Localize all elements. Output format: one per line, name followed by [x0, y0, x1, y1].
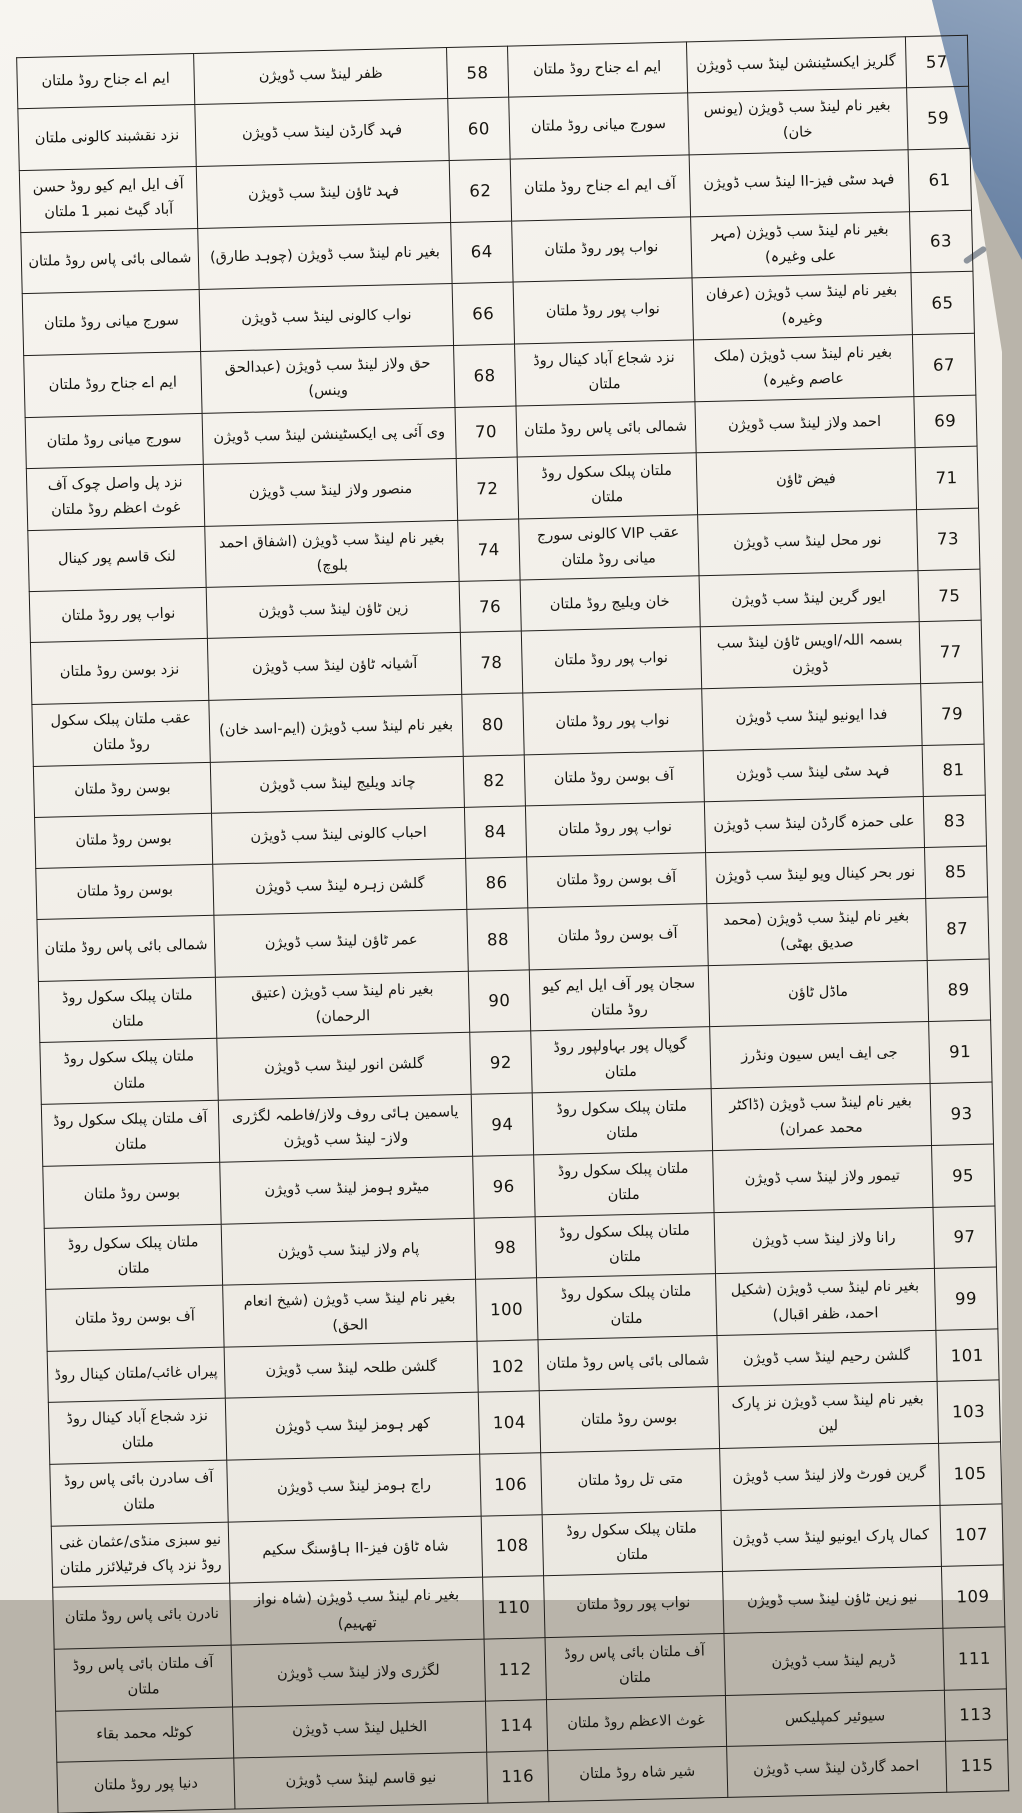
- right-location: نواب پور روڈ ملتان: [513, 278, 693, 344]
- left-division-name: بغیر نام لینڈ سب ڈویژن (چوہد طارق): [198, 222, 453, 290]
- right-serial-number: 61: [908, 148, 972, 211]
- divisions-table-body: [17, 35, 1009, 1813]
- left-serial-number: 94: [471, 1093, 533, 1156]
- left-serial-number: 70: [455, 406, 516, 458]
- right-location: بوسن روڈ ملتان: [539, 1387, 719, 1453]
- left-serial-number: 60: [448, 97, 510, 160]
- right-location: شیر شاہ روڈ ملتان: [547, 1746, 727, 1801]
- right-serial-number: 65: [911, 271, 975, 334]
- right-division-name: ایور گرین لینڈ سب ڈویژن: [699, 571, 919, 627]
- right-location: آف ملتان بائی پاس روڈ ملتان: [545, 1633, 725, 1699]
- left-division-name: فہد گارڈن لینڈ سب ڈویژن: [195, 99, 450, 167]
- right-serial-number: 73: [916, 508, 980, 571]
- right-serial-number: 89: [927, 959, 991, 1022]
- right-serial-number: 103: [937, 1380, 1001, 1443]
- register-table-wrapper: [16, 35, 1009, 1813]
- left-serial-number: 102: [477, 1340, 538, 1392]
- left-division-name: زین ٹاؤن لینڈ سب ڈویژن: [206, 582, 460, 639]
- left-location: سورج میانی روڈ ملتان: [25, 413, 203, 468]
- left-division-name: میٹرو ہومز لینڈ سب ڈویژن: [220, 1156, 475, 1224]
- right-serial-number: 111: [943, 1627, 1007, 1690]
- left-location: نزد پل واصل چوک آف غوث اعظم روڈ ملتان: [26, 464, 204, 530]
- left-division-name: نیو قاسم لینڈ سب ڈویژن: [234, 1752, 488, 1809]
- right-serial-number: 67: [912, 333, 976, 396]
- right-division-name: گلشن رحیم لینڈ سب ڈویژن: [716, 1330, 936, 1386]
- right-location: غوث الاعظم روڈ ملتان: [546, 1695, 726, 1750]
- left-location: سورج میانی روڈ ملتان: [22, 290, 200, 356]
- left-serial-number: 86: [466, 857, 527, 909]
- left-location: بوسن روڈ ملتان: [36, 864, 214, 919]
- right-location: نواب پور روڈ ملتان: [525, 801, 705, 856]
- left-location: شمالی بائی پاس روڈ ملتان: [21, 228, 199, 294]
- right-location: نواب پور روڈ ملتان: [511, 216, 691, 282]
- right-location: ملتان پبلک سکول روڈ ملتان: [517, 453, 697, 519]
- left-serial-number: 106: [480, 1453, 542, 1516]
- left-serial-number: 74: [458, 519, 520, 582]
- left-division-name: لگژری ولاز لینڈ سب ڈویژن: [231, 1639, 486, 1707]
- left-location: دنیا پور روڈ ملتان: [57, 1758, 235, 1813]
- right-division-name: کمال پارک ایونیو لینڈ سب ڈویژن: [721, 1505, 942, 1572]
- left-division-name: کھر ہومز لینڈ سب ڈویژن: [225, 1392, 480, 1460]
- left-serial-number: 96: [473, 1155, 535, 1218]
- right-division-name: بغیر نام لینڈ سب ڈویژن (محمد صدیق بھٹی): [706, 898, 927, 965]
- right-serial-number: 115: [945, 1740, 1009, 1792]
- right-serial-number: 75: [918, 569, 982, 621]
- left-location: کوٹلہ محمد بقاء: [56, 1707, 234, 1762]
- left-division-name: بغیر نام لینڈ سب ڈویژن (شیخ انعام الحق): [223, 1279, 478, 1347]
- left-location: عقب ملتان پبلک سکول روڈ ملتان: [32, 700, 210, 766]
- left-division-name: آشیانہ ٹاؤن لینڈ سب ڈویژن: [207, 633, 462, 701]
- left-division-name: بغیر نام لینڈ سب ڈویژن (ایم-اسد خان): [209, 694, 464, 762]
- right-serial-number: 59: [906, 86, 970, 149]
- right-location: خان ویلیج روڈ ملتان: [520, 576, 700, 631]
- right-serial-number: 99: [934, 1267, 998, 1330]
- right-location: آف ایم اے جناح روڈ ملتان: [510, 155, 690, 221]
- left-location: آف ملتان بائی پاس روڈ ملتان: [54, 1645, 232, 1711]
- right-division-name: بسمہ اللہ/اویس ٹاؤن لینڈ سب ڈویژن: [700, 622, 921, 689]
- left-division-name: شاہ ٹاؤن فیز-II ہاؤسنگ سکیم: [228, 1516, 483, 1584]
- left-location: بوسن روڈ ملتان: [33, 762, 211, 817]
- left-division-name: نواب کالونی لینڈ سب ڈویژن: [199, 284, 454, 352]
- left-location: شمالی بائی پاس روڈ ملتان: [37, 915, 215, 981]
- right-location: نزد شجاع آباد کینال روڈ ملتان: [514, 340, 694, 406]
- right-division-name: ڈریم لینڈ سب ڈویژن: [723, 1628, 944, 1695]
- left-location: نزد بوسن روڈ ملتان: [30, 639, 208, 705]
- right-serial-number: 105: [938, 1442, 1002, 1505]
- right-serial-number: 101: [936, 1329, 1000, 1381]
- right-location: ملتان پبلک سکول روڈ ملتان: [533, 1150, 713, 1216]
- left-serial-number: 100: [476, 1278, 538, 1341]
- left-division-name: چاند ویلیج لینڈ سب ڈویژن: [210, 756, 464, 813]
- right-serial-number: 85: [924, 846, 988, 898]
- right-division-name: جی ایف ایس سیون ونڈرز: [709, 1022, 930, 1089]
- right-serial-number: 63: [909, 210, 973, 273]
- right-division-name: فیض ٹاؤن: [696, 447, 917, 514]
- right-location: آف بوسن روڈ ملتان: [527, 903, 707, 969]
- left-location: آف ایل ایم کیو روڈ حسن آباد گیٹ نمبر 1 ملتان: [19, 166, 197, 232]
- right-location: ملتان پبلک سکول روڈ ملتان: [536, 1274, 716, 1340]
- left-serial-number: 116: [487, 1750, 548, 1802]
- right-division-name: بغیر نام لینڈ سب ڈویژن نز پارک لین: [718, 1381, 939, 1448]
- right-division-name: فہد سٹی فیز-II لینڈ سب ڈویژن: [689, 149, 910, 216]
- right-serial-number: 81: [922, 744, 986, 796]
- right-location: آف بوسن روڈ ملتان: [526, 852, 706, 907]
- right-location: ملتان پبلک سکول روڈ ملتان: [535, 1212, 715, 1278]
- right-division-name: بغیر نام لینڈ سب ڈویژن (عرفان وغیرہ): [692, 273, 913, 340]
- left-location: نادرن بائی پاس روڈ ملتان: [53, 1583, 231, 1649]
- divisions-table: [16, 35, 1009, 1813]
- left-serial-number: 114: [486, 1699, 547, 1751]
- left-location: ملتان پبلک سکول روڈ ملتان: [40, 1039, 218, 1105]
- left-division-name: بغیر نام لینڈ سب ڈویژن (اشفاق احمد بلوچ): [205, 520, 460, 588]
- left-division-name: پام ولاز لینڈ سب ڈویژن: [221, 1218, 476, 1286]
- right-division-name: نور محل لینڈ سب ڈویژن: [697, 509, 918, 576]
- left-location: بوسن روڈ ملتان: [35, 813, 213, 868]
- right-division-name: ماڈل ٹاؤن: [708, 960, 929, 1027]
- right-division-name: فہد سٹی لینڈ سب ڈویژن: [703, 745, 923, 801]
- right-serial-number: 77: [919, 620, 983, 683]
- left-serial-number: 84: [465, 806, 526, 858]
- right-division-name: رانا ولاز لینڈ سب ڈویژن: [714, 1207, 935, 1274]
- right-division-name: بغیر نام لینڈ سب ڈویژن (یونس خان): [687, 88, 908, 155]
- left-serial-number: 82: [463, 755, 524, 807]
- left-division-name: منصور ولاز لینڈ سب ڈویژن: [203, 458, 458, 526]
- left-division-name: الخلیل لینڈ سب ڈویژن: [232, 1701, 486, 1758]
- right-location: سورج میانی روڈ ملتان: [508, 93, 688, 159]
- left-location: آف ملتان پبلک سکول روڈ ملتان: [41, 1100, 219, 1166]
- right-location: ملتان پبلک سکول روڈ ملتان: [532, 1089, 712, 1155]
- left-location: ملتان پبلک سکول روڈ ملتان: [44, 1224, 222, 1290]
- left-serial-number: 112: [484, 1638, 546, 1701]
- left-serial-number: 92: [470, 1031, 532, 1094]
- left-division-name: یاسمین ہائی روف ولاز/فاطمہ لگژری ولاز- لینڈ سب ڈویژن: [218, 1094, 473, 1162]
- right-division-name: تیمور ولاز لینڈ سب ڈویژن: [712, 1145, 933, 1212]
- left-division-name: احباب کالونی لینڈ سب ڈویژن: [211, 807, 465, 864]
- right-division-name: علی حمزہ گارڈن لینڈ سب ڈویژن: [704, 796, 924, 852]
- left-serial-number: 72: [456, 457, 518, 520]
- right-location: شمالی بائی پاس روڈ ملتان: [516, 402, 696, 457]
- left-division-name: گلشن طلحہ لینڈ سب ڈویژن: [224, 1341, 478, 1398]
- left-division-name: بغیر نام لینڈ سب ڈویژن (عتیق الرحمان): [215, 971, 470, 1039]
- left-serial-number: 58: [447, 46, 508, 98]
- right-location: متی تل روڈ ملتان: [540, 1448, 720, 1514]
- right-division-name: سیوئیر کمپلیکس: [725, 1690, 945, 1746]
- left-serial-number: 98: [474, 1216, 536, 1279]
- left-serial-number: 90: [469, 969, 531, 1032]
- left-division-name: ظفر لینڈ سب ڈویژن: [194, 48, 448, 105]
- left-location: پیراں غائب/ملتان کینال روڈ: [47, 1347, 225, 1402]
- right-division-name: بغیر نام لینڈ سب ڈویژن (مہر علی وغیرہ): [690, 211, 911, 278]
- left-location: آف سادرن بائی پاس روڈ ملتان: [50, 1460, 228, 1526]
- right-division-name: بغیر نام لینڈ سب ڈویژن (ملک عاصم وغیرہ): [693, 335, 914, 402]
- right-location: شمالی بائی پاس روڈ ملتان: [538, 1336, 718, 1391]
- left-serial-number: 110: [483, 1576, 545, 1639]
- left-serial-number: 64: [451, 221, 513, 284]
- left-location: نزد نقشبند کالونی ملتان: [18, 105, 196, 171]
- right-division-name: بغیر نام لینڈ سب ڈویژن (شکیل احمد، ظفر اقبال): [715, 1269, 936, 1336]
- left-serial-number: 62: [449, 159, 511, 222]
- right-location: ایم اے جناح روڈ ملتان: [507, 42, 687, 97]
- left-location: ایم اے جناح روڈ ملتان: [24, 351, 202, 417]
- right-serial-number: 57: [905, 35, 969, 87]
- right-division-name: نور بحر کینال ویو لینڈ سب ڈویژن: [705, 847, 925, 903]
- left-location: بوسن روڈ ملتان: [43, 1162, 221, 1228]
- left-division-name: حق ولاز لینڈ سب ڈویژن (عبدالحق وینس): [201, 345, 456, 413]
- right-location: عقب VIP کالونی سورج میانی روڈ ملتان: [518, 514, 698, 580]
- right-serial-number: 91: [928, 1020, 992, 1083]
- left-serial-number: 78: [461, 631, 523, 694]
- right-location: آف بوسن روڈ ملتان: [524, 750, 704, 805]
- left-location: ایم اے جناح روڈ ملتان: [17, 54, 195, 109]
- left-location: نیو سبزی منڈی/عثمان غنی روڈ نزد پاک فرٹیلائزر ملتان: [51, 1522, 229, 1588]
- left-division-name: گلشن انور لینڈ سب ڈویژن: [217, 1033, 472, 1101]
- left-division-name: فہد ٹاؤن لینڈ سب ڈویژن: [196, 160, 451, 228]
- left-location: نزد شجاع آباد کینال روڈ ملتان: [48, 1398, 226, 1464]
- left-serial-number: 80: [462, 693, 524, 756]
- right-division-name: گلریز ایکسٹینشن لینڈ سب ڈویژن: [686, 37, 906, 93]
- right-serial-number: 79: [920, 682, 984, 745]
- right-division-name: گرین فورٹ ولاز لینڈ سب ڈویژن: [719, 1443, 940, 1510]
- left-serial-number: 68: [454, 344, 516, 407]
- left-serial-number: 104: [478, 1391, 540, 1454]
- left-division-name: بغیر نام لینڈ سب ڈویژن (شاہ نواز تھہیم): [230, 1577, 485, 1645]
- left-location: ملتان پبلک سکول روڈ ملتان: [38, 977, 216, 1043]
- right-division-name: بغیر نام لینڈ سب ڈویژن (ڈاکٹر محمد عمران): [711, 1083, 932, 1150]
- right-location: نواب پور روڈ ملتان: [521, 627, 701, 693]
- right-location: سجان پور آف ایل ایم کیو روڈ ملتان: [529, 965, 709, 1031]
- right-division-name: نیو زین ٹاؤن لینڈ سب ڈویژن: [722, 1567, 943, 1634]
- right-division-name: فدا ایونیو لینڈ سب ڈویژن: [701, 684, 922, 751]
- right-serial-number: 109: [941, 1565, 1005, 1628]
- right-location: نواب پور روڈ ملتان: [522, 689, 702, 755]
- right-serial-number: 95: [931, 1144, 995, 1207]
- left-location: آف بوسن روڈ ملتان: [46, 1285, 224, 1351]
- left-division-name: عمر ٹاؤن لینڈ سب ڈویژن: [214, 909, 469, 977]
- left-serial-number: 108: [481, 1514, 543, 1577]
- right-serial-number: 107: [940, 1503, 1004, 1566]
- right-serial-number: 97: [933, 1205, 997, 1268]
- left-serial-number: 66: [452, 282, 514, 345]
- right-location: گوپال پور بہاولپور روڈ ملتان: [530, 1027, 710, 1093]
- right-location: ملتان پبلک سکول روڈ ملتان: [542, 1510, 722, 1576]
- left-serial-number: 76: [459, 580, 520, 632]
- left-location: نواب پور روڈ ملتان: [29, 588, 207, 643]
- left-division-name: گلشن زہرہ لینڈ سب ڈویژن: [213, 858, 467, 915]
- left-division-name: وی آئی پی ایکسٹینشن لینڈ سب ڈویژن: [202, 407, 456, 464]
- right-serial-number: 83: [923, 795, 987, 847]
- right-location: نواب پور روڈ ملتان: [543, 1572, 723, 1638]
- left-division-name: راج ہومز لینڈ سب ڈویژن: [227, 1454, 482, 1522]
- right-serial-number: 93: [930, 1082, 994, 1145]
- right-serial-number: 71: [915, 446, 979, 509]
- right-division-name: احمد ولاز لینڈ سب ڈویژن: [694, 396, 914, 452]
- right-serial-number: 113: [944, 1689, 1008, 1741]
- right-division-name: احمد گارڈن لینڈ سب ڈویژن: [726, 1741, 946, 1797]
- right-serial-number: 69: [914, 395, 978, 447]
- right-serial-number: 87: [925, 897, 989, 960]
- left-location: لنک قاسم پور کینال: [28, 526, 206, 592]
- left-serial-number: 88: [467, 908, 529, 971]
